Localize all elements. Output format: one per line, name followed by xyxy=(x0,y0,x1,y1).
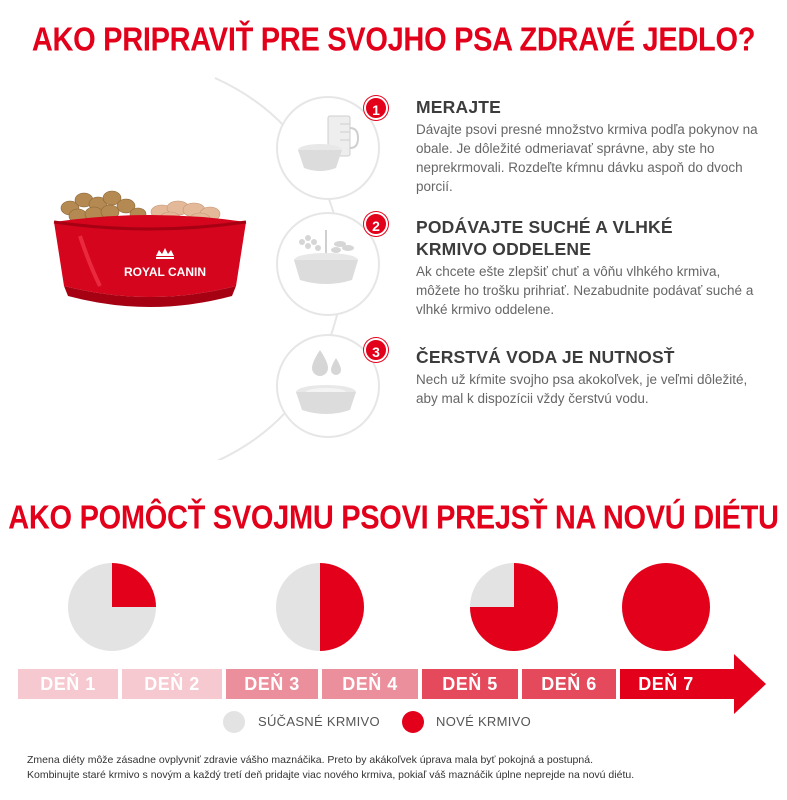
step-1-text xyxy=(416,96,766,196)
step-3-body: Nech už kŕmite svojho psa akokoľvek, je veľmi dôležité, aby mal k dispozícii vždy čerstvú vodu. xyxy=(416,372,748,406)
arrow-right-icon xyxy=(700,654,766,714)
step-2-heading-line-1: PODÁVAJTE SUCHÉ A VLHKÉ xyxy=(416,217,673,237)
step-3-number-badge: 3 xyxy=(364,338,388,362)
footnote-line-1: Zmena diéty môže zásadne ovplyvniť zdravie vášho maznáčika. Preto by akákoľvek úprava mala byť pokojná a postupná. xyxy=(27,754,593,766)
step-2-number-badge: 2 xyxy=(364,212,388,236)
section-title-transition: AKO POMÔCŤ SVOJMU PSOVI PREJSŤ NA NOVÚ DIÉTU xyxy=(8,499,779,537)
step-1-number-badge: 1 xyxy=(364,96,388,120)
step-2-text xyxy=(416,216,766,319)
pie-day-3-4 xyxy=(276,563,364,651)
step-3-text xyxy=(416,346,766,408)
pie-slice-new xyxy=(622,563,710,651)
page-title: AKO PRIPRAVIŤ PRE SVOJHO PSA ZDRAVÉ JEDLO? xyxy=(31,21,756,59)
brand-logo-text: ROYAL CANIN xyxy=(123,265,207,279)
legend-current-label: SÚČASNÉ KRMIVO xyxy=(258,714,380,729)
day-2-segment: DEŇ 2 xyxy=(122,669,222,699)
pie-slice-new xyxy=(112,563,156,607)
pie-day-7 xyxy=(622,563,710,651)
pie-slice-new xyxy=(320,563,364,651)
legend-new-label: NOVÉ KRMIVO xyxy=(436,714,532,729)
day-3-segment: DEŇ 3 xyxy=(226,669,318,699)
royal-canin-bowl xyxy=(50,186,250,316)
legend-new-dot xyxy=(402,711,424,733)
step-1-body: Dávajte psovi presné množstvo krmiva podľa pokynov na obale. Je dôležité odmeriavať správne, aby ste ho neprekrmovali. Rozdeľte kŕmnu dávku aspoň do dvoch porcií. xyxy=(416,122,758,194)
pie-day-5-6 xyxy=(470,563,558,651)
day-4-segment: DEŇ 4 xyxy=(322,669,418,699)
measuring-cup-bowl-icon xyxy=(278,98,378,198)
divided-bowl-icon xyxy=(278,214,378,314)
step-1-heading: MERAJTE xyxy=(416,97,502,117)
day-6-segment: DEŇ 6 xyxy=(522,669,616,699)
pie-day-1-2 xyxy=(68,563,156,651)
legend-current-dot xyxy=(223,711,245,733)
step-2-body: Ak chcete ešte zlepšiť chuť a vôňu vlhkého krmiva, môžete ho trošku prihriať. Nezabudnite podávať suché a vlhké krmivo oddelene. xyxy=(416,264,754,317)
step-2-heading-line-2: KRMIVO ODDELENE xyxy=(416,239,592,259)
day-7-segment: DEŇ 7 xyxy=(620,669,712,699)
footnote-line-2: Kombinujte staré krmivo s novým a každý tretí deň pridajte viac nového krmiva, pokiaľ váš maznáčik úplne neprejde na novú diétu. xyxy=(27,769,635,781)
water-drop-bowl-icon xyxy=(278,336,378,436)
day-1-segment: DEŇ 1 xyxy=(18,669,118,699)
day-5-segment: DEŇ 5 xyxy=(422,669,518,699)
step-3-heading: ČERSTVÁ VODA JE NUTNOSŤ xyxy=(416,347,675,367)
